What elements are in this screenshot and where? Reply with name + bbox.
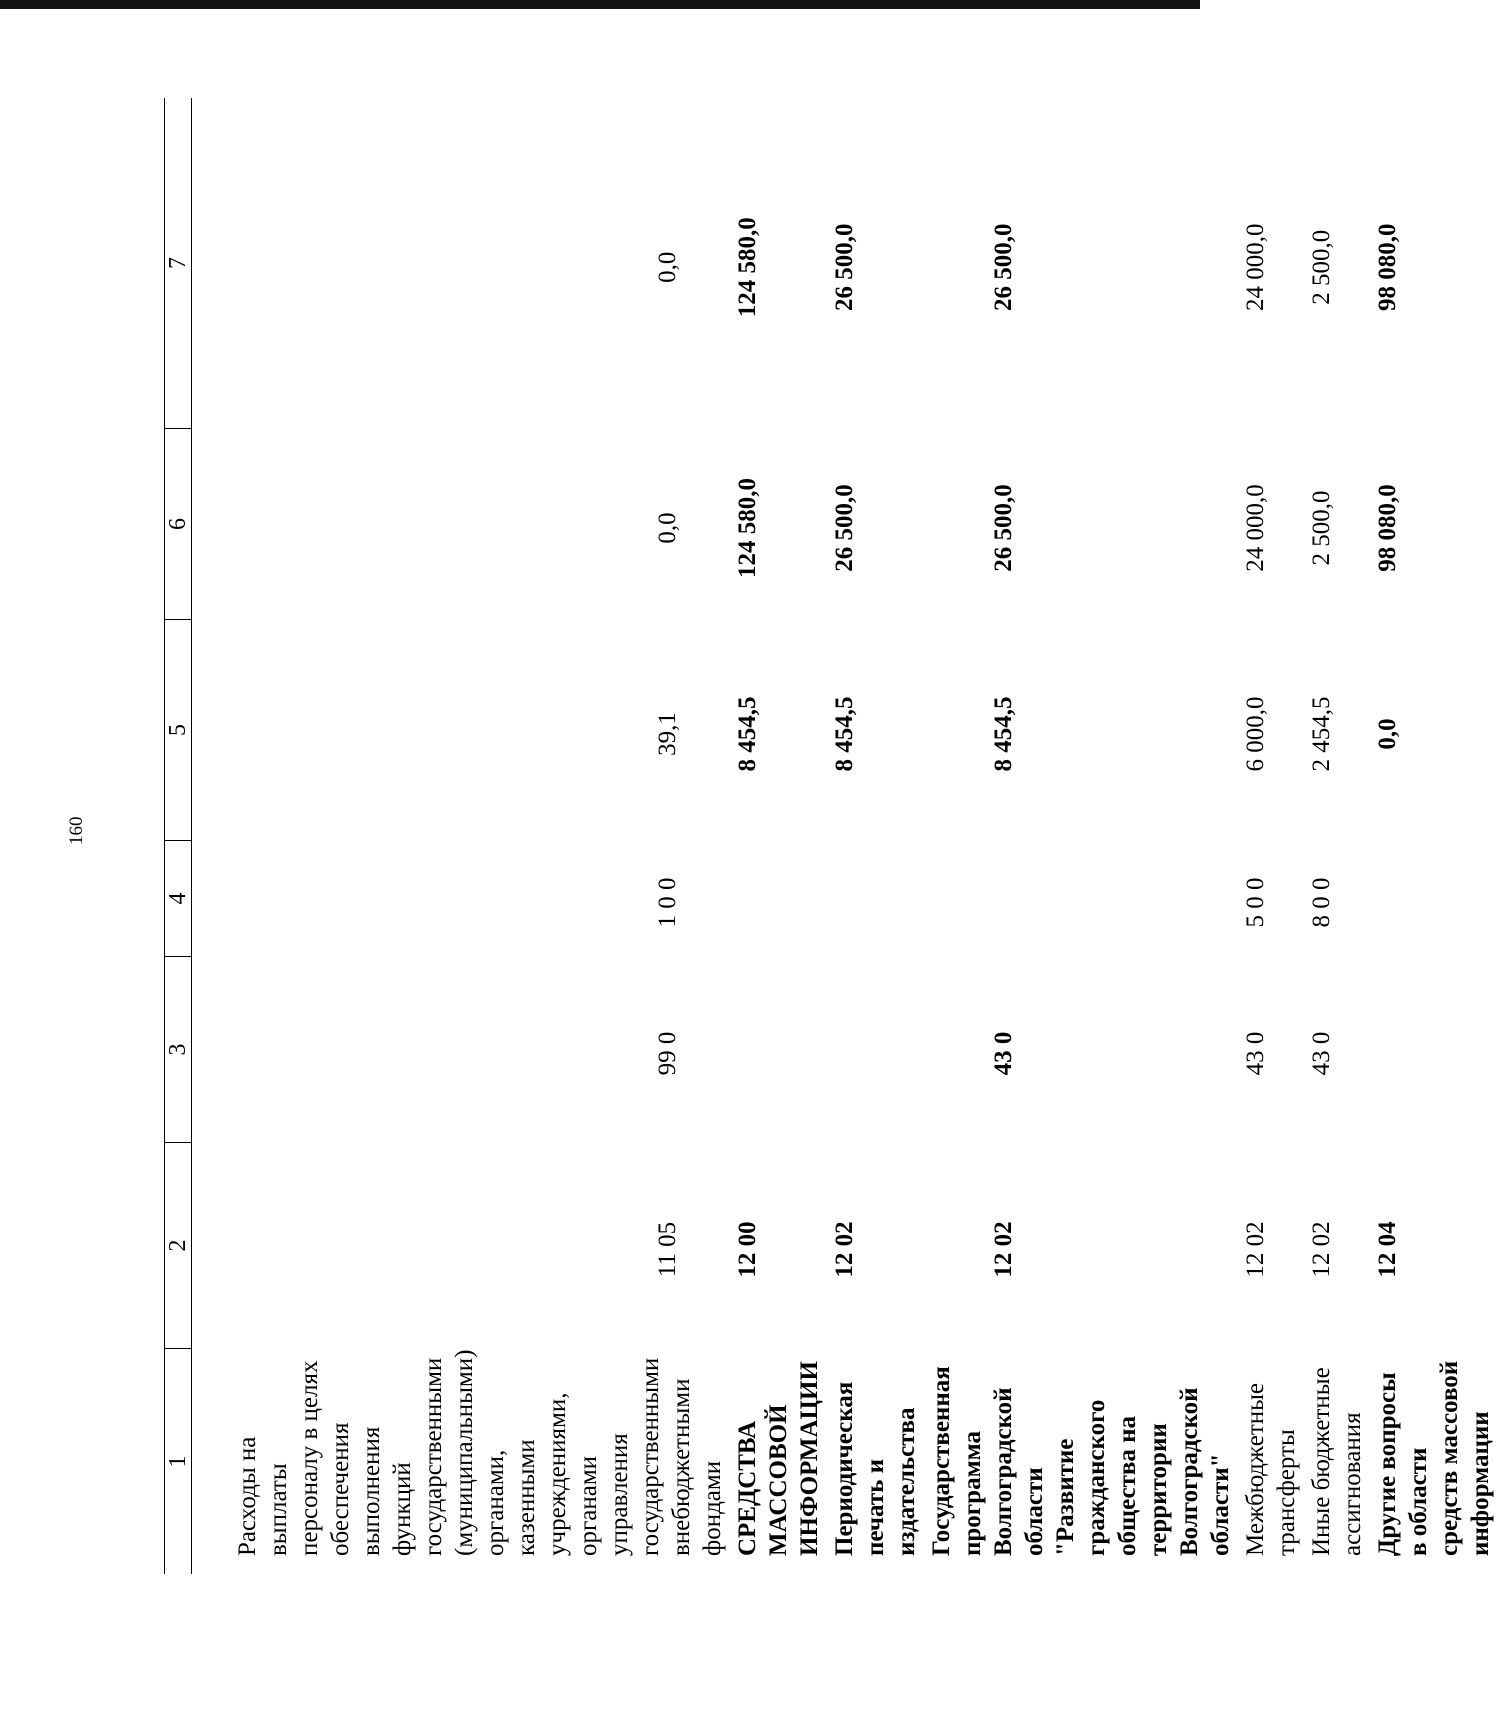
row-expense-type: 8 0 0 bbox=[1308, 877, 1335, 928]
rotated-table-container bbox=[164, 104, 1494, 1574]
header-col-1: 1 bbox=[165, 1349, 192, 1575]
row-value-5: 8 454,5 bbox=[831, 696, 858, 772]
row-target-code bbox=[825, 957, 922, 1143]
row-value-7: 124 580,0 bbox=[734, 217, 761, 318]
page-number: 160 bbox=[66, 816, 87, 845]
row-target-code: 43 0 bbox=[1242, 1031, 1269, 1076]
row-name: Межбюджетные трансферты bbox=[1242, 1382, 1300, 1556]
table-row bbox=[728, 98, 825, 1574]
row-value-6: 0,0 bbox=[654, 512, 681, 544]
row-name: Расходы на выплаты персоналу в целях обеспечения выполнения функций государственными (муниципальными) органами, казенными учреждениями, органами управления государственными внебюджетными фондами bbox=[234, 1349, 726, 1556]
row-value-6: 26 500,0 bbox=[990, 484, 1017, 572]
row-value-5: 8 454,5 bbox=[734, 696, 761, 772]
row-expense-type bbox=[728, 841, 825, 957]
row-name: Периодическая печать и издательства bbox=[831, 1381, 920, 1556]
table-row bbox=[1236, 98, 1302, 1574]
row-target-code: 43 0 bbox=[1308, 1031, 1335, 1076]
row-value-5: 0,0 bbox=[1374, 718, 1401, 750]
row-expense-type: 1 0 0 bbox=[654, 877, 681, 928]
row-value-5: 8 454,5 bbox=[990, 696, 1017, 772]
row-value-7: 2 500,0 bbox=[1308, 229, 1335, 305]
header-col-4: 4 bbox=[165, 841, 192, 957]
row-value-5: 2 454,5 bbox=[1308, 696, 1335, 772]
row-section-code: 12 02 bbox=[990, 1221, 1017, 1278]
header-col-2: 2 bbox=[165, 1143, 192, 1349]
row-value-7: 24 000,0 bbox=[1242, 223, 1269, 311]
row-value-6: 24 000,0 bbox=[1242, 484, 1269, 572]
row-expense-type bbox=[1368, 841, 1496, 957]
row-expense-type bbox=[825, 841, 922, 957]
row-name: Другие вопросы в области средств массовой информации bbox=[1374, 1360, 1494, 1556]
row-target-code bbox=[728, 957, 825, 1143]
scan-edge-bar bbox=[0, 0, 1200, 9]
row-value-7: 26 500,0 bbox=[990, 223, 1017, 311]
header-col-7: 7 bbox=[165, 98, 192, 429]
row-section-code: 12 04 bbox=[1374, 1221, 1401, 1278]
row-value-6: 124 580,0 bbox=[734, 478, 761, 578]
row-section-code: 12 02 bbox=[831, 1221, 858, 1278]
table-row bbox=[825, 98, 922, 1574]
table-row bbox=[192, 98, 729, 1574]
table-header-row bbox=[165, 98, 192, 1574]
header-col-3: 3 bbox=[165, 957, 192, 1143]
header-col-5: 5 bbox=[165, 620, 192, 841]
row-expense-type bbox=[922, 841, 1236, 957]
row-section-code: 12 02 bbox=[1242, 1221, 1269, 1278]
table-row bbox=[922, 98, 1236, 1574]
row-name: Иные бюджетные ассигнования bbox=[1308, 1367, 1366, 1556]
table-row bbox=[1368, 98, 1496, 1574]
row-value-7: 0,0 bbox=[654, 251, 681, 283]
header-col-6: 6 bbox=[165, 429, 192, 620]
row-target-code: 43 0 bbox=[990, 1031, 1017, 1076]
row-value-6: 98 080,0 bbox=[1374, 484, 1401, 572]
row-value-6: 2 500,0 bbox=[1308, 490, 1335, 566]
row-target-code: 99 0 bbox=[654, 1031, 681, 1076]
budget-table bbox=[164, 98, 1496, 1574]
table-row bbox=[1302, 98, 1368, 1574]
row-section-code: 11 05 bbox=[654, 1221, 681, 1278]
row-value-7: 26 500,0 bbox=[831, 223, 858, 311]
row-section-code: 12 02 bbox=[1308, 1221, 1335, 1278]
row-value-7: 98 080,0 bbox=[1374, 223, 1401, 311]
row-value-5: 6 000,0 bbox=[1242, 696, 1269, 772]
row-section-code: 12 00 bbox=[734, 1221, 761, 1278]
row-name: СРЕДСТВА МАССОВОЙ ИНФОРМАЦИИ bbox=[734, 1361, 823, 1556]
row-value-6: 26 500,0 bbox=[831, 484, 858, 572]
row-name: Государственная программа Волгоградской области "Развитие гражданского общества на территории Волгоградской области" bbox=[928, 1366, 1234, 1556]
row-value-5: 39,1 bbox=[654, 712, 681, 756]
row-expense-type: 5 0 0 bbox=[1242, 877, 1269, 928]
row-target-code bbox=[1368, 957, 1496, 1143]
